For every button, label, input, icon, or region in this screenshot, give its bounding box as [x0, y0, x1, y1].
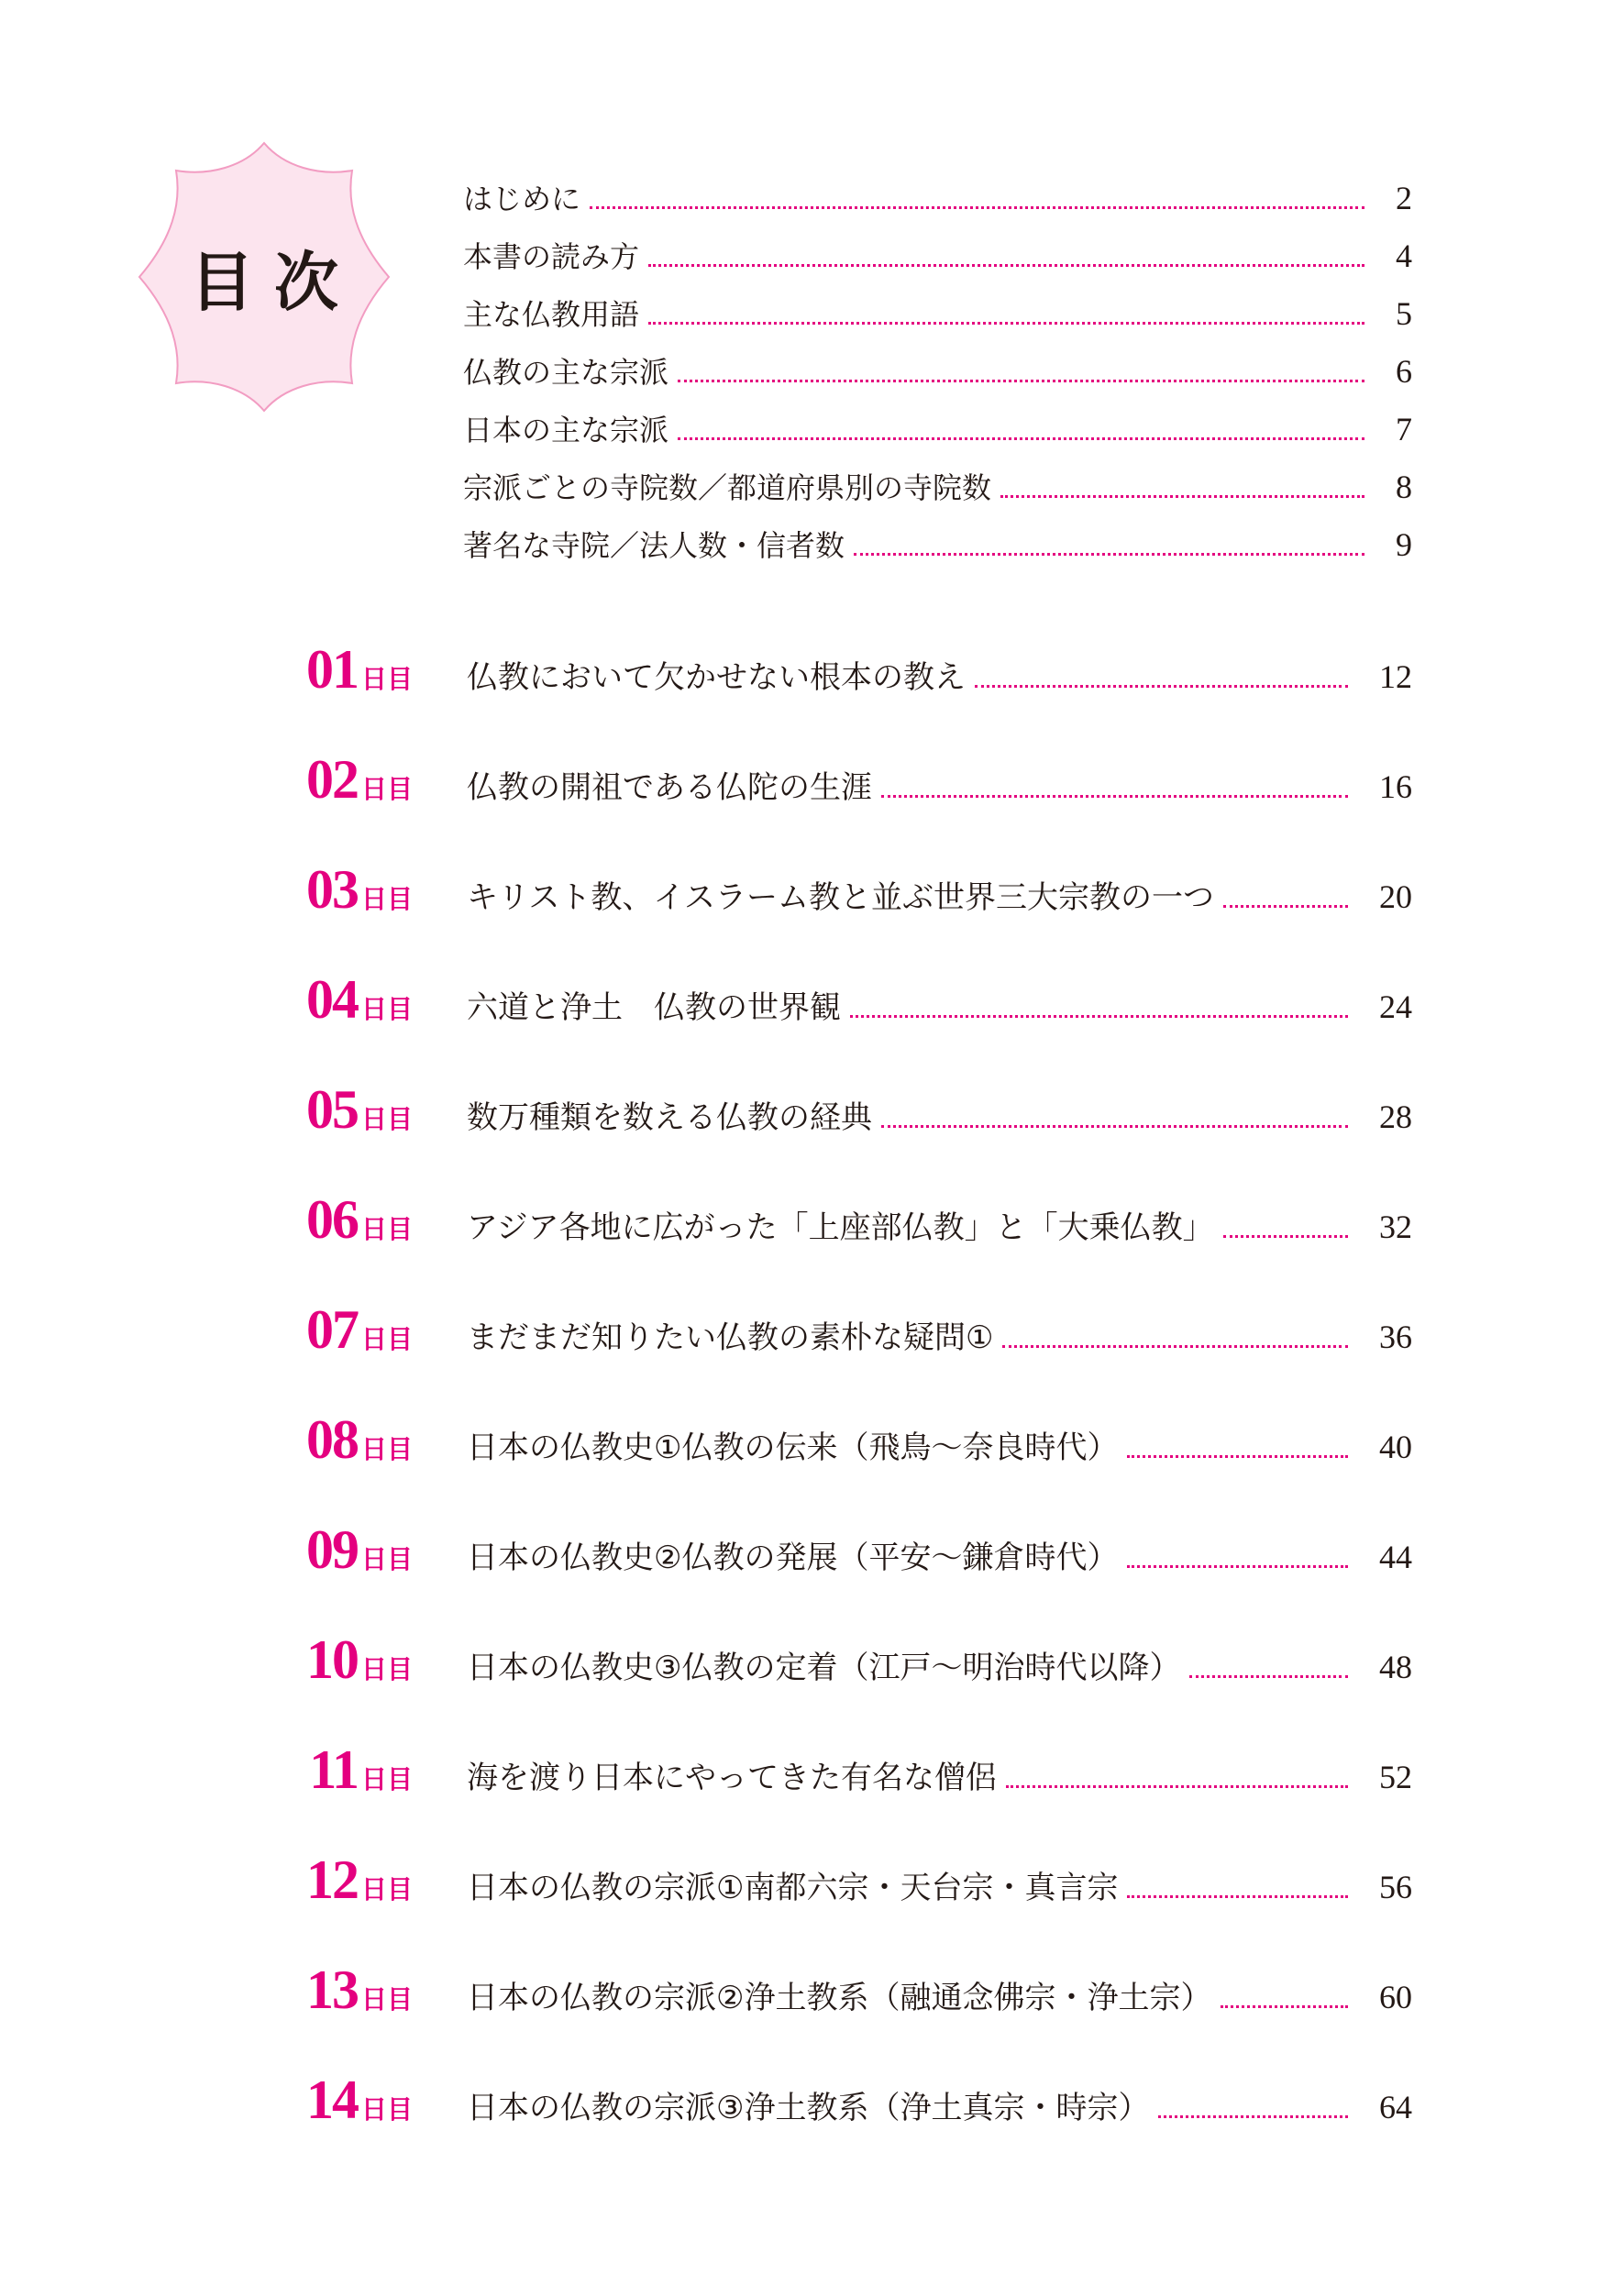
day-suffix: 日目	[361, 884, 414, 914]
dot-leader	[854, 553, 1364, 556]
day-suffix: 日目	[361, 994, 414, 1024]
front-matter-item[interactable]	[463, 170, 1412, 227]
front-matter-item[interactable]	[463, 285, 1412, 343]
dot-leader	[1127, 1455, 1348, 1458]
day-title: 海を渡り日本にやってきた有名な僧侶	[467, 1760, 997, 1796]
page-number: 40	[1379, 1429, 1412, 1465]
day-entry[interactable]	[284, 1408, 1412, 1518]
dot-leader	[1158, 2115, 1348, 2118]
day-title: 日本の仏教の宗派②浄土教系（融通念佛宗・浄土宗）	[467, 1980, 1212, 2016]
front-matter-label: 本書の読み方	[463, 239, 640, 274]
day-suffix: 日目	[361, 1214, 414, 1244]
front-matter-label: 仏教の主な宗派	[463, 355, 669, 390]
page-number: 36	[1379, 1319, 1412, 1355]
page-number: 52	[1379, 1759, 1412, 1795]
dot-leader	[648, 322, 1364, 325]
days-list	[284, 638, 1412, 2179]
page-number: 12	[1379, 658, 1412, 695]
page-number: 24	[1379, 988, 1412, 1025]
dot-leader	[590, 206, 1364, 209]
front-matter-label: 宗派ごとの寺院数／都道府県別の寺院数	[463, 470, 992, 505]
front-matter-label: 著名な寺院／法人数・信者数	[463, 528, 845, 563]
day-number: 04	[306, 969, 358, 1030]
front-matter-item[interactable]	[463, 401, 1412, 458]
front-matter-label: 日本の主な宗派	[463, 413, 669, 447]
page-number: 64	[1379, 2089, 1412, 2125]
day-number: 13	[306, 1959, 358, 2020]
page-title: 目次	[190, 244, 359, 320]
page-number: 9	[1396, 526, 1412, 563]
page-number: 2	[1396, 180, 1412, 216]
day-title: 六道と浄土 仏教の世界観	[467, 989, 841, 1026]
day-entry[interactable]	[284, 968, 1412, 1078]
day-number: 03	[306, 859, 358, 920]
dot-leader	[648, 264, 1364, 267]
day-entry[interactable]	[284, 1849, 1412, 1959]
day-suffix: 日目	[361, 1104, 414, 1134]
day-title: 数万種類を数える仏教の経典	[467, 1099, 872, 1136]
day-entry[interactable]	[284, 1628, 1412, 1739]
dot-leader	[1223, 905, 1348, 908]
day-title: 日本の仏教の宗派①南都六宗・天台宗・真言宗	[467, 1870, 1119, 1906]
day-suffix: 日目	[361, 2094, 414, 2125]
day-suffix: 日目	[361, 1544, 414, 1574]
dot-leader	[678, 437, 1364, 440]
day-title: 仏教において欠かせない根本の教え	[467, 659, 966, 696]
title-badge	[127, 139, 402, 414]
front-matter-label: はじめに	[463, 182, 581, 216]
day-entry[interactable]	[284, 858, 1412, 968]
page-number: 20	[1379, 878, 1412, 915]
front-matter-item[interactable]	[463, 458, 1412, 516]
dot-leader	[1002, 1345, 1348, 1348]
front-matter-item[interactable]	[463, 343, 1412, 401]
page-number: 8	[1396, 469, 1412, 505]
day-title: アジア各地に広がった「上座部仏教」と「大乗仏教」	[467, 1209, 1214, 1246]
dot-leader	[1189, 1675, 1348, 1678]
page-number: 5	[1396, 295, 1412, 332]
day-title: キリスト教、イスラーム教と並ぶ世界三大宗教の一つ	[467, 879, 1214, 916]
day-entry[interactable]	[284, 638, 1412, 748]
page-number: 7	[1396, 411, 1412, 447]
dot-leader	[1000, 495, 1364, 498]
dot-leader	[1221, 2005, 1348, 2008]
day-title: まだまだ知りたい仏教の素朴な疑問①	[467, 1319, 994, 1356]
day-title: 日本の仏教史①仏教の伝来（飛鳥～奈良時代）	[467, 1430, 1119, 1466]
day-number: 02	[306, 749, 358, 810]
day-number: 05	[306, 1079, 358, 1140]
dot-leader	[678, 380, 1364, 382]
dot-leader	[1127, 1895, 1348, 1898]
dot-leader	[881, 795, 1348, 798]
day-number: 01	[306, 639, 358, 700]
dot-leader	[1223, 1235, 1348, 1238]
day-suffix: 日目	[361, 1654, 414, 1684]
day-number: 12	[306, 1849, 358, 1910]
page-number: 16	[1379, 768, 1412, 805]
dot-leader	[975, 685, 1348, 688]
page-number: 56	[1379, 1869, 1412, 1905]
dot-leader	[881, 1125, 1348, 1128]
front-matter-item[interactable]	[463, 227, 1412, 285]
day-title: 日本の仏教史③仏教の定着（江戸～明治時代以降）	[467, 1650, 1181, 1686]
day-suffix: 日目	[361, 774, 414, 804]
page-number: 60	[1379, 1979, 1412, 2015]
day-suffix: 日目	[361, 1984, 414, 2015]
day-title: 仏教の開祖である仏陀の生涯	[467, 769, 872, 806]
day-suffix: 日目	[361, 1874, 414, 1904]
page-number: 4	[1396, 237, 1412, 274]
day-suffix: 日目	[361, 664, 414, 694]
day-entry[interactable]	[284, 1739, 1412, 1849]
day-title: 日本の仏教の宗派③浄土教系（浄土真宗・時宗）	[467, 2090, 1150, 2126]
day-entry[interactable]	[284, 748, 1412, 858]
dot-leader	[1006, 1785, 1348, 1788]
page-number: 6	[1396, 353, 1412, 390]
front-matter-list	[463, 170, 1412, 574]
day-entry[interactable]	[284, 2069, 1412, 2179]
dot-leader	[850, 1015, 1348, 1018]
day-title: 日本の仏教史②仏教の発展（平安～鎌倉時代）	[467, 1540, 1119, 1576]
day-number: 09	[306, 1519, 358, 1580]
day-number: 14	[306, 2070, 358, 2130]
day-suffix: 日目	[361, 1324, 414, 1354]
day-entry[interactable]	[284, 1959, 1412, 2069]
day-entry[interactable]	[284, 1078, 1412, 1188]
dot-leader	[1127, 1565, 1348, 1568]
page-number: 44	[1379, 1539, 1412, 1575]
day-number: 11	[309, 1739, 358, 1800]
page-number: 32	[1379, 1209, 1412, 1245]
page-number: 28	[1379, 1098, 1412, 1135]
day-entry[interactable]	[284, 1188, 1412, 1298]
day-number: 10	[306, 1629, 358, 1690]
front-matter-label: 主な仏教用語	[463, 297, 640, 332]
day-entry[interactable]	[284, 1518, 1412, 1628]
day-suffix: 日目	[361, 1434, 414, 1464]
day-number: 06	[306, 1189, 358, 1250]
day-entry[interactable]	[284, 1298, 1412, 1408]
day-suffix: 日目	[361, 1764, 414, 1794]
front-matter-item[interactable]	[463, 516, 1412, 574]
day-number: 07	[306, 1299, 358, 1360]
day-number: 08	[306, 1409, 358, 1470]
page-number: 48	[1379, 1649, 1412, 1685]
